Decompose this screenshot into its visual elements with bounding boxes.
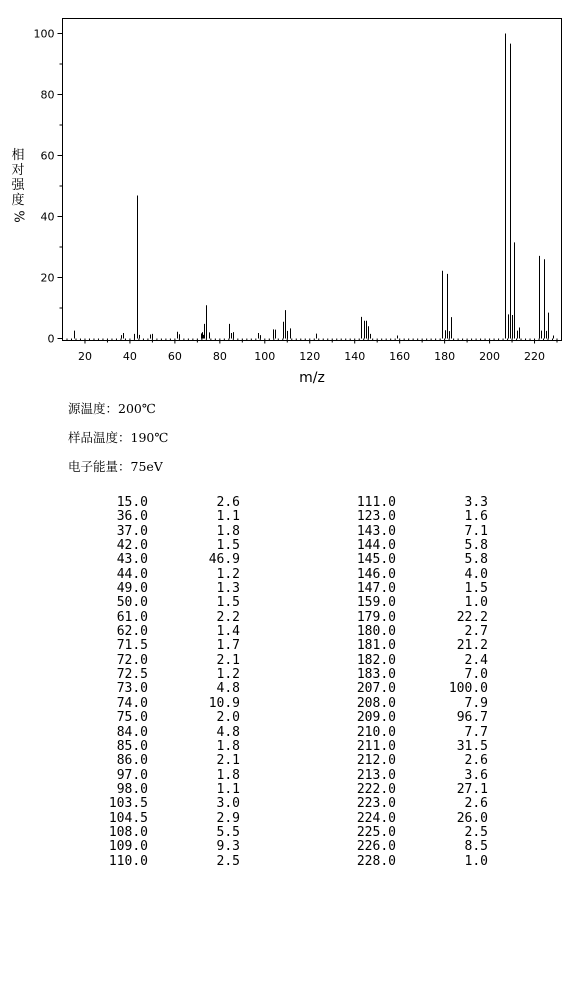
peak-table-row: [338, 496, 488, 510]
peak-intensity: 2.9: [216, 810, 240, 826]
x-tick-label: 200: [479, 350, 501, 363]
peak-intensity: 1.2: [216, 667, 240, 683]
x-tick-label: 120: [299, 350, 321, 363]
peak-mz: 147.0: [356, 581, 396, 597]
peak-mz: 223.0: [356, 796, 396, 812]
peak-table-row: [90, 553, 240, 567]
peak-table-row: [338, 539, 488, 553]
peak-mz: 98.0: [116, 781, 148, 797]
peak-table-row: [338, 697, 488, 711]
peak-table-row: [338, 639, 488, 653]
peak-intensity: 2.1: [216, 753, 240, 769]
y-tick-label: 100: [33, 27, 55, 41]
peak-mz: 44.0: [116, 566, 148, 582]
peak-mz: 104.5: [108, 810, 148, 826]
peak-intensity: 1.4: [216, 624, 240, 640]
peak-table-row: [338, 826, 488, 840]
peak-table-row: [338, 611, 488, 625]
peak-intensity: 1.5: [216, 595, 240, 611]
peak-mz: 75.0: [116, 710, 148, 726]
peak-mz: 226.0: [356, 839, 396, 855]
peak-table-row: [90, 582, 240, 596]
y-axis: [34, 28, 63, 346]
y-tick-label: 60: [40, 149, 55, 163]
peak-mz: 207.0: [356, 681, 396, 697]
peak-intensity: 1.2: [216, 566, 240, 582]
x-tick-label: 140: [344, 350, 366, 363]
peak-intensity: 2.7: [464, 624, 488, 640]
y-tick-label: 80: [40, 88, 55, 102]
peak-table-row: [338, 797, 488, 811]
x-axis-label: m/z: [299, 370, 325, 386]
peak-mz: 97.0: [116, 767, 148, 783]
x-tick-label: 40: [122, 350, 137, 363]
peak-table-row: [90, 654, 240, 668]
peak-table-row: [90, 840, 240, 854]
peak-table-row: [338, 711, 488, 725]
peak-intensity: 1.3: [216, 581, 240, 597]
peak-table-row: [338, 553, 488, 567]
peak-mz: 37.0: [116, 523, 148, 539]
peak-intensity: 9.3: [216, 839, 240, 855]
peak-intensity: 96.7: [456, 710, 488, 726]
peak-intensity: 100.0: [448, 681, 488, 697]
peak-mz: 212.0: [356, 753, 396, 769]
peak-mz: 62.0: [116, 624, 148, 640]
peak-intensity: 7.7: [464, 724, 488, 740]
peak-mz: 49.0: [116, 581, 148, 597]
peak-mz: 73.0: [116, 681, 148, 697]
peak-mz: 71.5: [116, 638, 148, 654]
peak-mz: 224.0: [356, 810, 396, 826]
peak-table-row: [90, 812, 240, 826]
x-tick-label: 20: [77, 350, 92, 363]
peak-mz: 111.0: [356, 495, 396, 510]
peak-intensity: 1.5: [216, 538, 240, 554]
peak-table-row: [338, 510, 488, 524]
peak-mz: 43.0: [116, 552, 148, 568]
peak-intensity: 2.0: [216, 710, 240, 726]
peak-mz: 36.0: [116, 509, 148, 525]
y-tick-label: 20: [40, 271, 55, 285]
peak-mz: 84.0: [116, 724, 148, 740]
y-tick-label: 0: [47, 332, 55, 346]
peak-intensity: 7.1: [464, 523, 488, 539]
peak-table-row: [90, 754, 240, 768]
x-axis: [67, 339, 557, 364]
y-axis-unit: %: [10, 210, 26, 223]
source-temperature: 源温度：200℃: [68, 401, 156, 416]
measurement-conditions: [68, 394, 168, 481]
peak-table-row: [90, 726, 240, 740]
peak-intensity: 5.8: [464, 552, 488, 568]
peak-intensity: 46.9: [208, 552, 240, 568]
peak-mz: 208.0: [356, 695, 396, 711]
peak-table-row: [338, 812, 488, 826]
y-tick-label: 40: [40, 210, 55, 224]
peak-mz: 146.0: [356, 566, 396, 582]
peak-intensity: 21.2: [456, 638, 488, 654]
peak-mz: 72.5: [116, 667, 148, 683]
peak-table-row: [338, 568, 488, 582]
peak-mz: 72.0: [116, 652, 148, 668]
peak-table-row: [338, 769, 488, 783]
peak-intensity: 8.5: [464, 839, 488, 855]
peak-table-row: [90, 596, 240, 610]
peak-mz: 211.0: [356, 738, 396, 754]
peak-table-row: [338, 582, 488, 596]
peak-intensity: 1.8: [216, 767, 240, 783]
peak-table-row: [338, 855, 488, 869]
peak-table-row: [338, 668, 488, 682]
x-tick-label: 160: [389, 350, 411, 363]
peak-table-row: [90, 797, 240, 811]
peak-table-row: [90, 783, 240, 797]
peak-mz: 144.0: [356, 538, 396, 554]
spectrum-peaks: [75, 34, 554, 339]
peak-mz: 210.0: [356, 724, 396, 740]
y-axis-label-char: 相: [11, 148, 25, 163]
y-axis-label-char: 对: [11, 163, 25, 178]
peak-intensity: 1.1: [216, 509, 240, 525]
peak-intensity: 4.0: [464, 566, 488, 582]
peak-table-row: [90, 510, 240, 524]
peak-mz: 209.0: [356, 710, 396, 726]
peak-mz: 74.0: [116, 695, 148, 711]
peak-table-row: [90, 568, 240, 582]
peak-mz: 61.0: [116, 609, 148, 625]
peak-table-row: [338, 783, 488, 797]
peak-intensity: 1.5: [464, 581, 488, 597]
peak-mz: 50.0: [116, 595, 148, 611]
peak-table-row: [338, 596, 488, 610]
peak-table-row: [90, 740, 240, 754]
peak-table-row: [338, 726, 488, 740]
peak-intensity: 2.5: [464, 824, 488, 840]
peak-mz: 213.0: [356, 767, 396, 783]
peak-table-row: [338, 654, 488, 668]
peak-mz: 225.0: [356, 824, 396, 840]
y-axis-label-char: 度: [11, 193, 25, 208]
peak-intensity: 10.9: [208, 695, 240, 711]
peak-intensity: 1.8: [216, 523, 240, 539]
peak-table-row: [90, 855, 240, 869]
peak-mz: 109.0: [108, 839, 148, 855]
peak-mz: 180.0: [356, 624, 396, 640]
peak-table-row: [338, 740, 488, 754]
peak-intensity: 26.0: [456, 810, 488, 826]
peak-table-row: [90, 539, 240, 553]
peak-table-row: [90, 826, 240, 840]
peak-intensity: 5.5: [216, 824, 240, 840]
peak-table-row: [90, 625, 240, 639]
x-tick-label: 60: [167, 350, 182, 363]
peak-mz: 110.0: [108, 853, 148, 869]
peak-table-row: [90, 668, 240, 682]
peak-intensity: 2.2: [216, 609, 240, 625]
peak-intensity: 1.8: [216, 738, 240, 754]
peak-table-row: [338, 754, 488, 768]
x-tick-label: 180: [434, 350, 456, 363]
peak-mz: 85.0: [116, 738, 148, 754]
peak-intensity: 2.6: [464, 796, 488, 812]
peak-table-row: [90, 697, 240, 711]
peak-intensity: 1.0: [464, 853, 488, 869]
peak-mz: 103.5: [108, 796, 148, 812]
peak-mz: 108.0: [108, 824, 148, 840]
peak-intensity: 2.4: [464, 652, 488, 668]
peak-intensity: 2.6: [464, 753, 488, 769]
peak-intensity: 1.6: [464, 509, 488, 525]
peak-intensity: 7.9: [464, 695, 488, 711]
peak-table-row: [90, 682, 240, 696]
sample-temperature: 样品温度：190℃: [68, 430, 169, 445]
peak-mz: 228.0: [356, 853, 396, 869]
peak-table-right: [338, 496, 488, 869]
peak-intensity: 4.8: [216, 724, 240, 740]
peak-mz: 181.0: [356, 638, 396, 654]
peak-table-row: [338, 625, 488, 639]
x-tick-label: 80: [212, 350, 227, 363]
peak-intensity: 7.0: [464, 667, 488, 683]
peak-intensity: 22.2: [456, 609, 488, 625]
peak-mz: 42.0: [116, 538, 148, 554]
peak-intensity: 3.3: [464, 495, 488, 510]
peak-intensity: 2.1: [216, 652, 240, 668]
peak-mz: 123.0: [356, 509, 396, 525]
peak-table-row: [90, 496, 240, 510]
peak-intensity: 1.1: [216, 781, 240, 797]
peak-mz: 86.0: [116, 753, 148, 769]
peak-table-row: [90, 769, 240, 783]
peak-mz: 145.0: [356, 552, 396, 568]
peak-table-row: [338, 840, 488, 854]
y-axis-label: [10, 148, 26, 224]
peak-intensity: 5.8: [464, 538, 488, 554]
peak-intensity: 4.8: [216, 681, 240, 697]
y-axis-label-char: 强: [11, 178, 25, 193]
peak-mz: 183.0: [356, 667, 396, 683]
peak-mz: 143.0: [356, 523, 396, 539]
peak-mz: 182.0: [356, 652, 396, 668]
peak-table-row: [90, 611, 240, 625]
peak-mz: 15.0: [116, 495, 148, 510]
peak-intensity: 3.6: [464, 767, 488, 783]
peak-intensity: 3.0: [216, 796, 240, 812]
peak-intensity: 27.1: [456, 781, 488, 797]
peak-table-row: [90, 711, 240, 725]
peak-intensity: 2.5: [216, 853, 240, 869]
peak-table-row: [90, 525, 240, 539]
peak-intensity: 1.0: [464, 595, 488, 611]
electron-energy: 电子能量：75eV: [68, 459, 163, 474]
peak-mz: 222.0: [356, 781, 396, 797]
peak-intensity: 2.6: [216, 495, 240, 510]
x-tick-label: 100: [254, 350, 276, 363]
mass-spectrum-chart: [0, 0, 570, 390]
peak-mz: 159.0: [356, 595, 396, 611]
peak-table-row: [338, 525, 488, 539]
peak-table-row: [338, 682, 488, 696]
peak-mz: 179.0: [356, 609, 396, 625]
peak-table-row: [90, 639, 240, 653]
x-tick-label: 220: [524, 350, 546, 363]
peak-intensity: 31.5: [456, 738, 488, 754]
peak-intensity: 1.7: [216, 638, 240, 654]
peak-table-left: [90, 496, 240, 869]
